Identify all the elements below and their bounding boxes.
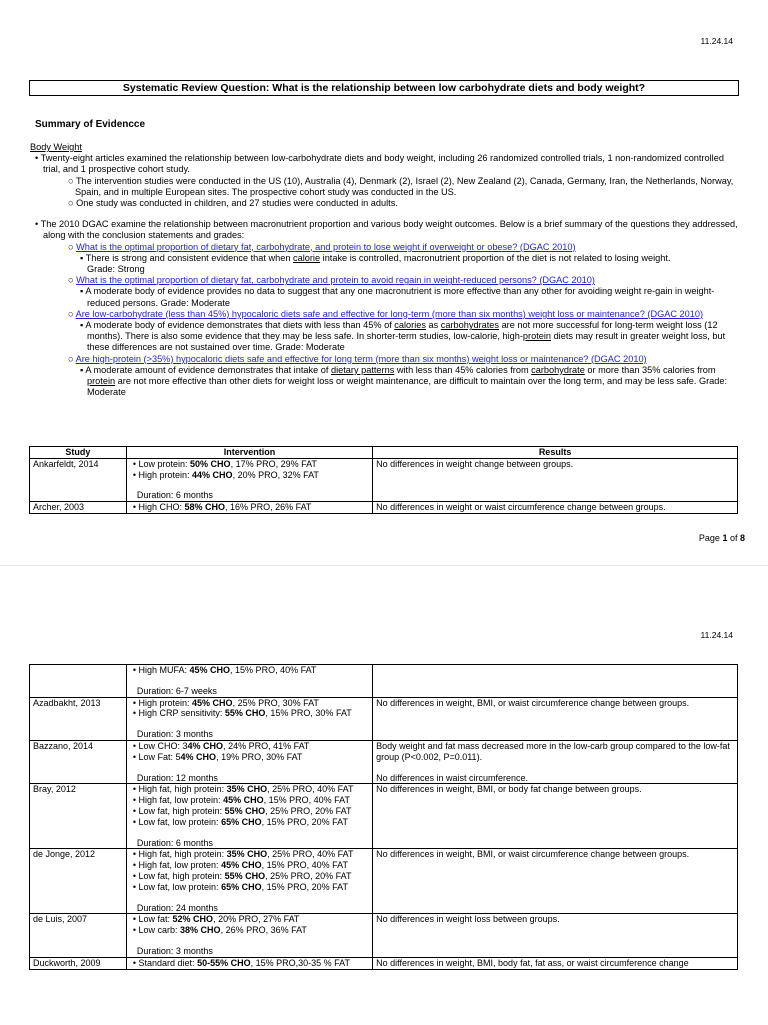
intervention-arm: • High protein: 44% CHO, 20% PRO, 32% FAT xyxy=(132,469,319,480)
table-row xyxy=(30,957,738,969)
duration-text: Duration: 12 months xyxy=(136,772,218,783)
results-cell xyxy=(373,784,738,849)
intervention-cell xyxy=(126,458,372,501)
table-row xyxy=(30,665,738,698)
results-cell xyxy=(373,957,738,969)
study-cell xyxy=(30,665,127,698)
results-cell xyxy=(373,697,738,740)
intervention-arm: • Low fat: 52% CHO, 20% PRO, 27% FAT xyxy=(132,914,300,925)
page-number: Page 1 of 8 xyxy=(698,533,745,543)
answer-item: ▪ There is strong and consistent evidence that when calorie intake is controlled, macronutrient proportion of the diet is not related to losing weight. Grade: Strong xyxy=(80,252,671,275)
intervention-arm: • High fat, high protein: 35% CHO, 25% PRO, 40% FAT xyxy=(132,849,354,860)
intervention-cell xyxy=(126,502,372,514)
intervention-cell xyxy=(126,740,372,783)
result-text: No differences in weight, BMI, body fat, fat ass, or waist circumference change xyxy=(376,957,689,968)
result-text: Body weight and fat mass decreased more in the low-carb group compared to the low-fat group (P<0.002, P=0.011). xyxy=(376,740,730,762)
table-row xyxy=(30,849,738,914)
evidence-table-continued xyxy=(29,664,738,970)
intervention-arm: • Low fat, low protein: 65% CHO, 15% PRO, 20% FAT xyxy=(132,816,348,827)
column-header-intervention: Intervention xyxy=(126,447,372,459)
grade: Grade: Strong xyxy=(87,264,145,275)
table-row xyxy=(30,458,738,501)
duration-text: Duration: 6 months xyxy=(136,490,213,501)
intervention-arm: • High fat, low proten: 45% CHO, 15% PRO, 40% FAT xyxy=(132,860,348,871)
result-text: No differences in waist circumference. xyxy=(376,772,529,783)
intervention-cell xyxy=(126,697,372,740)
page-date: 11.24.14 xyxy=(700,36,733,46)
result-text: No differences in weight change between groups. xyxy=(376,458,574,469)
table-row xyxy=(30,784,738,849)
study-cell: Ankarfeldt, 2014 xyxy=(30,458,127,501)
evidence-summary xyxy=(30,142,742,398)
sub-bullet-item: ○ Are low-carbohydrate (less than 45%) hypocaloric diets safe and effective for long-term (more than six months) weight loss or maintenance? (DGAC 2010) xyxy=(68,308,704,319)
intervention-arm: • Low CHO: 34% CHO, 24% PRO, 41% FAT xyxy=(132,740,310,751)
summary-heading: Summary of Evidencce xyxy=(35,119,146,130)
dgac-question-link[interactable]: Are high-protein (>35%) hypocaloric diets safe and effective for long term (more than six months) weight loss or maintenance? (DGAC 2010) xyxy=(75,353,647,364)
duration-text: Duration: 6-7 weeks xyxy=(136,685,217,696)
study-cell: Azadbakht, 2013 xyxy=(30,697,127,740)
dgac-question-link[interactable]: What is the optimal proportion of dietary fat, carbohydrate, and protein to lose weight if overweight or obese? (DGAC 2010) xyxy=(76,241,576,252)
sub-bullet-item: ○ The intervention studies were conducted in the US (10), Australia (4), Denmark (2), Israel (2), New Zealand (2), Canada, Germany, Iran, the Netherlands, Norway, Spain, and in multiple European sites. The prospective cohort study was conducted in the US. xyxy=(68,175,734,197)
duration-text: Duration: 6 months xyxy=(136,837,213,848)
result-text: No differences in weight, BMI, or body fat change between groups. xyxy=(376,784,642,795)
table-row xyxy=(30,502,738,514)
duration-text: Duration: 3 months xyxy=(136,729,213,740)
intervention-arm: • Low fat, high protein: 55% CHO, 25% PRO, 20% FAT xyxy=(132,805,352,816)
results-cell xyxy=(373,458,738,501)
bullet-item: • The 2010 DGAC examine the relationship between macronutrient proportion and various body weight outcomes. Below is a brief summary of the questions they addressed, along with the conclusion statements and grades: xyxy=(35,219,738,241)
dgac-question-link[interactable]: What is the optimal proportion of dietary fat, carbohydrate and protein to avoid regain in weight-reduced persons? (DGAC 2010) xyxy=(76,275,595,286)
study-cell: de Jonge, 2012 xyxy=(30,849,127,914)
sub-bullet-item: ○ One study was conducted in children, and 27 studies were conducted in adults. xyxy=(68,198,398,209)
result-text: No differences in weight or waist circumference change between groups. xyxy=(376,502,666,513)
column-header-study: Study xyxy=(30,447,127,459)
intervention-arm: • Standard diet: 50-55% CHO, 15% PRO,30-35 % FAT xyxy=(132,957,350,968)
sub-bullet-item: ○ What is the optimal proportion of dietary fat, carbohydrate and protein to avoid regain in weight-reduced persons? (DGAC 2010) xyxy=(68,275,595,286)
column-header-results: Results xyxy=(373,447,738,459)
intervention-arm: • Low carb: 38% CHO, 26% PRO, 36% FAT xyxy=(132,925,307,936)
duration-text: Duration: 3 months xyxy=(136,945,213,956)
table-row xyxy=(30,697,738,740)
table-row xyxy=(30,740,738,783)
intervention-arm: • Low Fat: 54% CHO, 19% PRO, 30% FAT xyxy=(132,751,303,762)
answer-item: ▪ A moderate amount of evidence demonstrates that intake of dietary patterns with less than 45% calories from carbohydrate or more than 35% calories from protein are not more effective than other diets for weight loss or weight maintenance, are difficult to maintain over the long term, and may be less safe. Grade: Moderate xyxy=(80,364,728,398)
duration-text: Duration: 24 months xyxy=(136,902,218,913)
result-text: No differences in weight, BMI, or waist circumference change between groups. xyxy=(376,849,690,860)
intervention-arm: • Low fat, low protein: 65% CHO, 15% PRO, 20% FAT xyxy=(132,881,348,892)
page-date: 11.24.14 xyxy=(700,630,733,640)
result-text: No differences in weight, BMI, or waist circumference change between groups. xyxy=(376,697,690,708)
sub-bullet-item: ○ What is the optimal proportion of dietary fat, carbohydrate, and protein to lose weight if overweight or obese? (DGAC 2010) xyxy=(68,241,576,252)
intervention-cell xyxy=(126,914,372,957)
intervention-arm: • High protein: 45% CHO, 25% PRO, 30% FAT xyxy=(132,697,319,708)
study-cell: de Luis, 2007 xyxy=(30,914,127,957)
result-text: No differences in weight loss between groups. xyxy=(376,914,560,925)
intervention-arm: • Low fat, high protein: 55% CHO, 25% PRO, 20% FAT xyxy=(132,870,352,881)
study-cell: Bazzano, 2014 xyxy=(30,740,127,783)
results-cell xyxy=(373,740,738,783)
results-cell xyxy=(373,665,738,698)
intervention-arm: • Low protein: 50% CHO, 17% PRO, 29% FAT xyxy=(132,458,317,469)
document-page-2 xyxy=(0,565,768,1025)
evidence-table xyxy=(29,446,738,514)
intervention-arm: • High fat, high protein: 35% CHO, 25% PRO, 40% FAT xyxy=(132,784,354,795)
table-row xyxy=(30,914,738,957)
dgac-question-link[interactable]: Are low-carbohydrate (less than 45%) hypocaloric diets safe and effective for long-term (more than six months) weight loss or maintenance? (DGAC 2010) xyxy=(75,308,704,319)
intervention-arm: • High CHO: 58% CHO, 16% PRO, 26% FAT xyxy=(132,502,312,513)
answer-item: ▪ A moderate body of evidence demonstrates that diets with less than 45% of calories as carbohydrates are not more successful for long-term weight loss (12 months). There is also some evidence that they may be less safe. In shorter-term studies, low-calorie, high-protein diets may result in greater weight loss, but these differences are not sustained over time. Grade: Moderate xyxy=(80,320,726,353)
results-cell xyxy=(373,502,738,514)
intervention-arm: • High fat, low protein: 45% CHO, 15% PRO, 40% FAT xyxy=(132,795,350,806)
section-heading: Body Weight xyxy=(30,142,82,152)
results-cell xyxy=(373,914,738,957)
study-cell: Bray, 2012 xyxy=(30,784,127,849)
intervention-cell xyxy=(126,784,372,849)
intervention-cell xyxy=(126,957,372,969)
review-question: Systematic Review Question: What is the relationship between low carbohydrate diets and body weight? xyxy=(29,80,739,96)
answer-item: ▪ A moderate body of evidence provides no data to suggest that any one macronutrient is more effective than any other for avoiding weight re-gain in weight-reduced persons. Grade: Moderate xyxy=(80,286,715,308)
intervention-cell xyxy=(126,849,372,914)
intervention-cell xyxy=(126,665,372,698)
results-cell xyxy=(373,849,738,914)
table-header-row xyxy=(30,447,738,459)
study-cell: Archer, 2003 xyxy=(30,502,127,514)
bullet-item: • Twenty-eight articles examined the relationship between low-carbohydrate diets and body weight, including 26 randomized controlled trials, 1 non-randomized controlled trial, and 1 prospective cohort study. xyxy=(35,153,724,175)
sub-bullet-item: ○ Are high-protein (>35%) hypocaloric diets safe and effective for long term (more than six months) weight loss or maintenance? (DGAC 2010) xyxy=(68,353,647,364)
intervention-arm: • High CRP sensitivity: 55% CHO, 15% PRO, 30% FAT xyxy=(132,708,352,719)
intervention-arm: • High MUFA: 45% CHO, 15% PRO, 40% FAT xyxy=(132,665,317,675)
study-cell: Duckworth, 2009 xyxy=(30,957,127,969)
